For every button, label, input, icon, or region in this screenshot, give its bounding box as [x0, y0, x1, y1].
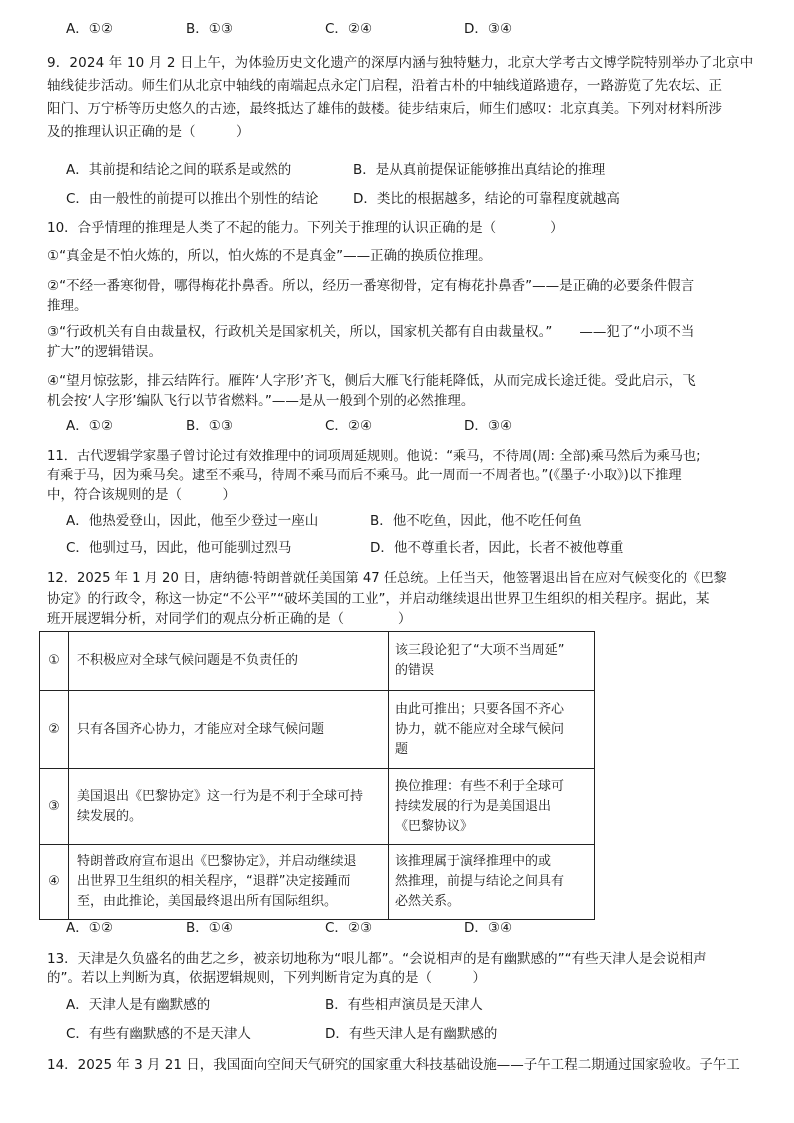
option-a: A．其前提和结论之间的联系是或然的: [66, 162, 292, 178]
cell-line: 然推理，前提与结论之间具有: [395, 874, 565, 889]
statement-4: ④“望月惊弦影，排云结阵行。雁阵‘人字形’齐飞，侧后大雁飞行能耗降低，从而完成长途迁徙。受此启示，飞: [47, 373, 696, 389]
question-text-line: 12．2025 年 1 月 20 日，唐纳德·特朗普就任美国第 47 任总统。上任当天，他签署退出旨在应对气候变化的《巴黎: [47, 571, 727, 586]
option-b: B．有些相声演员是天津人: [325, 997, 483, 1013]
cell-line: 不积极应对全球气候问题是不负责任的: [77, 653, 299, 668]
option-d: D．类比的根据越多，结论的可靠程度就越高: [353, 191, 620, 207]
option-a: A．①②: [66, 21, 113, 37]
question-text-line: 及的推理认识正确的是（ ）: [47, 124, 250, 140]
question-text-line: 的”。若以上判断为真，依据逻辑规则，下列判断肯定为真的是（ ）: [47, 970, 486, 986]
question-text-line: 11．古代逻辑学家墨子曾讨论过有效推理中的词项周延规则。他说：“乘马，不待周(周: 全部)乘马然后为乘马也;: [47, 449, 701, 464]
cell-line: 美国退出《巴黎协定》这一行为是不利于全球可持: [77, 788, 364, 804]
table-row: [40, 845, 595, 920]
viewpoint-cell: [69, 769, 389, 845]
option-c: C．由一般性的前提可以推出个别性的结论: [66, 191, 319, 207]
row-number: ③: [40, 769, 69, 845]
question-text-line: 阳门、万宁桥等历史悠久的古迹，最终抵达了雄伟的鼓楼。徒步结束后，师生们感叹：北京真美。下列对材料所涉: [47, 101, 722, 117]
cell-line: 该推理属于演绎推理中的或: [395, 854, 552, 869]
cell-line: 只有各国齐心协力，才能应对全球气候问题: [77, 721, 325, 737]
row-number: ①: [40, 632, 69, 691]
table-row: [40, 691, 595, 769]
option-d: D．③④: [464, 920, 513, 936]
analysis-cell: [389, 691, 595, 769]
option-c: C．②④: [325, 418, 373, 434]
option-b: B．①③: [186, 418, 233, 434]
row-number: ②: [40, 691, 69, 769]
option-b: B．他不吃鱼，因此，他不吃任何鱼: [370, 513, 582, 529]
question-text-line: 10．合乎情理的推理是人类了不起的能力。下列关于推理的认识正确的是（ ）: [47, 220, 564, 236]
viewpoint-cell: [69, 691, 389, 769]
analysis-cell: [389, 632, 595, 691]
option-c: C．②④: [325, 21, 373, 37]
option-b: B．①④: [186, 920, 233, 936]
question-text-line: 13．天津是久负盛名的曲艺之乡，被亲切地称为“哏儿都”。“会说相声的是有幽默感的”“有些天津人是会说相声: [47, 951, 707, 967]
table-row: [40, 632, 595, 691]
option-d: D．有些天津人是有幽默感的: [325, 1026, 498, 1042]
viewpoint-cell: [69, 845, 389, 920]
option-a: A．他热爱登山，因此，他至少登过一座山: [66, 513, 319, 529]
cell-line: 题: [395, 741, 409, 757]
cell-line: 必然关系。: [395, 894, 461, 909]
option-a: A．①②: [66, 418, 113, 434]
cell-line: 续发展的。: [77, 808, 143, 824]
statement-1: ①“真金是不怕火炼的，所以，怕火炼的不是真金”——正确的换质位推理。: [47, 248, 492, 264]
cell-line: 该三段论犯了“大项不当周延”: [395, 643, 565, 658]
cell-line: 协力，就不能应对全球气候问: [395, 721, 565, 737]
statement-2: ②“不经一番寒彻骨，哪得梅花扑鼻香。所以，经历一番寒彻骨，定有梅花扑鼻香”——是正确的必要条件假言: [47, 278, 695, 294]
cell-line: 持续发展的行为是美国退出: [395, 798, 552, 814]
statement-3-cont: 扩大”的逻辑错误。: [47, 344, 162, 360]
analysis-table: [39, 631, 595, 920]
question-text-line: 轴线徒步活动。师生们从北京中轴线的南端起点永定门启程，沿着古朴的中轴线道路遗存，一路游览了先农坛、正: [47, 78, 722, 94]
row-number: ④: [40, 845, 69, 920]
option-b: B．是从真前提保证能够推出真结论的推理: [353, 162, 606, 178]
statement-4-cont: 机会按‘人字形’编队飞行以节省燃料。”——是从一般到个别的必然推理。: [47, 393, 475, 409]
cell-line: 《巴黎协议》: [395, 818, 474, 834]
cell-line: 至，由此推论，美国最终退出所有国际组织。: [77, 894, 338, 909]
cell-line: 换位推理：有些不利于全球可: [395, 778, 565, 794]
option-d: D．③④: [464, 418, 513, 434]
option-a: A．天津人是有幽默感的: [66, 997, 211, 1013]
table-row: [40, 769, 595, 845]
option-c: C．他驯过马，因此，他可能驯过烈马: [66, 540, 292, 556]
viewpoint-cell: [69, 632, 389, 691]
statement-3: ③“行政机关有自由裁量权，行政机关是国家机关，所以，国家机关都有自由裁量权。” ——犯了“小项不当: [47, 324, 695, 340]
option-c: C．有些有幽默感的不是天津人: [66, 1026, 251, 1042]
cell-line: 由此可推出；只要各国不齐心: [395, 701, 565, 717]
option-c: C．②③: [325, 920, 373, 936]
option-d: D．③④: [464, 21, 513, 37]
option-a: A．①②: [66, 920, 113, 936]
cell-line: 的错误: [395, 663, 435, 678]
cell-line: 特朗普政府宣布退出《巴黎协定》，并启动继续退: [77, 854, 357, 869]
question-text-line: 班开展逻辑分析，对同学们的观点分析正确的是（ ）: [47, 611, 412, 627]
analysis-cell: [389, 845, 595, 920]
question-text-line: 中，符合该规则的是（ ）: [47, 487, 236, 503]
option-b: B．①③: [186, 21, 233, 37]
statement-2-cont: 推理。: [47, 298, 88, 314]
question-text-line: 协定》的行政令，称这一协定“不公平”“破坏美国的工业”，并启动继续退出世界卫生组织的相关程序。据此，某: [47, 591, 710, 607]
analysis-cell: [389, 769, 595, 845]
cell-line: 出世界卫生组织的相关程序，“退群”决定接踵而: [77, 874, 351, 889]
question-text-line: 9．2024 年 10 月 2 日上午，为体验历史文化遗产的深厚内涵与独特魅力，北京大学考古文博学院特别举办了北京中: [47, 55, 754, 71]
question-text-line: 有乘于马，因为乘马矣。逮至不乘马，待周不乘马而后不乘马。此一周而一不周者也。”(《墨子·小取》)以下推理: [47, 468, 682, 483]
option-d: D．他不尊重长者，因此，长者不被他尊重: [370, 540, 624, 556]
question-text-line: 14．2025 年 3 月 21 日，我国面向空间天气研究的国家重大科技基础设施——子午工程二期通过国家验收。子午工: [47, 1057, 740, 1073]
